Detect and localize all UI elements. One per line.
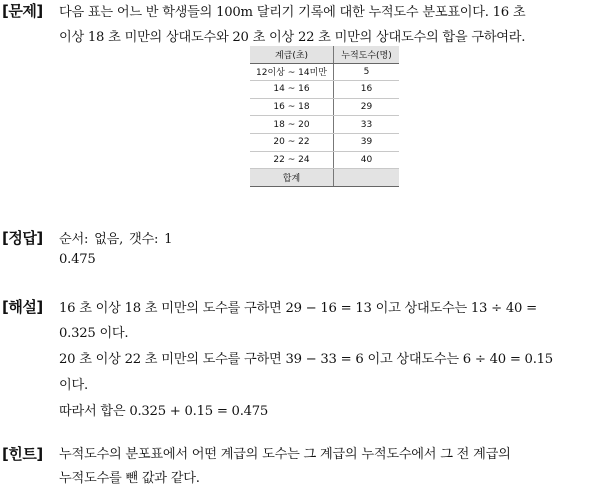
hint-label: [힌트] <box>2 445 43 463</box>
table-cell-cumulative: 16 <box>334 81 400 99</box>
solution-line-3: 20 초 이상 22 초 미만의 도수를 구하면 39 − 33 = 6 이고 상대도수는 6 ÷ 40 = 0.15 <box>59 352 553 367</box>
answer-line-1: 순서: 없음, 갯수: 1 <box>59 232 173 247</box>
answer-label: [정답] <box>2 229 43 247</box>
table-row <box>250 116 399 134</box>
table-cell-class: 12이상 ~ 14미만 <box>250 63 334 81</box>
table-header-cumulative: 누적도수(명) <box>334 46 400 63</box>
table-cell-cumulative: 40 <box>334 151 400 169</box>
table-row <box>250 151 399 169</box>
problem-line-2: 이상 18 초 미만의 상대도수와 20 초 이상 22 초 미만의 상대도수의 합을 구하여라. <box>59 30 526 45</box>
problem-label: [문제] <box>2 2 43 20</box>
hint-line-1: 누적도수의 분포표에서 어떤 계급의 도수는 그 계급의 누적도수에서 그 전 계급의 <box>59 447 511 462</box>
table-cell-class: 14 ~ 16 <box>250 81 334 99</box>
table-cell-class: 22 ~ 24 <box>250 151 334 169</box>
answer-line-2: 0.475 <box>59 252 96 267</box>
table-row <box>250 81 399 99</box>
table-header-class: 계급(초) <box>250 46 334 63</box>
table-row <box>250 98 399 116</box>
table-total-row <box>250 169 399 187</box>
solution-label: [해설] <box>2 298 43 316</box>
table-total-value <box>334 169 400 187</box>
table-cell-cumulative: 33 <box>334 116 400 134</box>
table-cell-class: 16 ~ 18 <box>250 98 334 116</box>
solution-line-5: 따라서 합은 0.325 + 0.15 = 0.475 <box>59 404 269 419</box>
solution-line-2: 0.325 이다. <box>59 326 129 341</box>
table-cell-cumulative: 29 <box>334 98 400 116</box>
solution-line-4: 이다. <box>59 378 88 393</box>
table-cell-class: 18 ~ 20 <box>250 116 334 134</box>
table-header-row <box>250 46 399 63</box>
solution-line-1: 16 초 이상 18 초 미만의 도수를 구하면 29 − 16 = 13 이고 상대도수는 13 ÷ 40 = <box>59 301 537 316</box>
cumulative-frequency-table <box>250 46 399 187</box>
table-cell-cumulative: 5 <box>334 63 400 81</box>
table-cell-cumulative: 39 <box>334 133 400 151</box>
problem-line-1: 다음 표는 어느 반 학생들의 100m 달리기 기록에 대한 누적도수 분포표이다. 16 초 <box>59 5 526 20</box>
table-row <box>250 133 399 151</box>
table-row <box>250 63 399 81</box>
table-total-label: 합계 <box>250 169 334 187</box>
hint-line-2: 누적도수를 뺀 값과 같다. <box>59 471 200 486</box>
table-cell-class: 20 ~ 22 <box>250 133 334 151</box>
